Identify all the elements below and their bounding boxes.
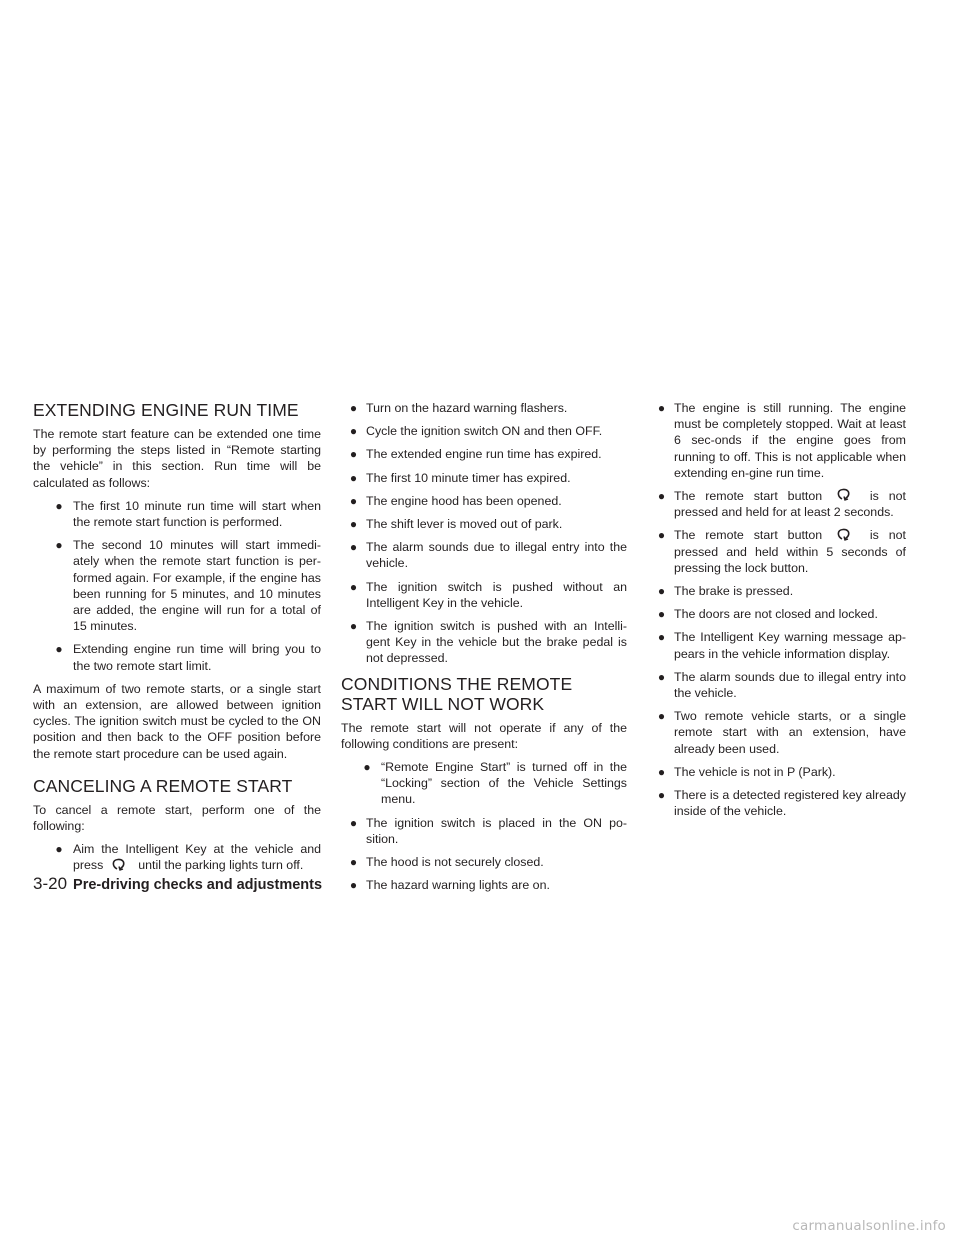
conditions-bullet-list-b bbox=[341, 815, 627, 894]
conditions-bullet-list-a bbox=[341, 759, 627, 808]
bullet-icon: ● bbox=[55, 498, 63, 513]
list-item: ● The first 10 minute timer has expired. bbox=[341, 470, 627, 486]
list-item: ● There is a detected registered key already inside of the vehicle. bbox=[649, 787, 906, 819]
bullet-icon: ● bbox=[349, 517, 358, 532]
list-item: ● The doors are not closed and locked. bbox=[649, 606, 906, 622]
bullet-icon: ● bbox=[657, 607, 666, 622]
list-item: ● The shift lever is moved out of park. bbox=[341, 516, 627, 532]
heading-canceling-remote-start: CANCELING A REMOTE START bbox=[33, 775, 293, 796]
list-item: ● “Remote Engine Start” is turned off in the “Locking” section of the Vehicle Settings menu. bbox=[341, 759, 627, 808]
column-2 bbox=[341, 400, 627, 900]
watermark: carmanualsonline.info bbox=[792, 1218, 946, 1234]
list-item: ● The ignition switch is pushed with an Intelli-gent Key in the vehicle but the brake pedal is not depressed. bbox=[341, 618, 627, 667]
bullet-icon: ● bbox=[657, 788, 666, 803]
bullet-icon: ● bbox=[349, 815, 358, 830]
bullet-icon: ● bbox=[349, 493, 358, 508]
list-item: ● The alarm sounds due to illegal entry into the vehicle. bbox=[341, 539, 627, 571]
bullet-icon: ● bbox=[657, 489, 666, 504]
list-item: ● The Intelligent Key warning message ap-pears in the vehicle information display. bbox=[649, 629, 906, 661]
bullet-icon: ● bbox=[657, 584, 666, 599]
bullet-icon: ● bbox=[657, 401, 666, 415]
extending-intro: The remote start feature can be extended one time by performing the steps listed in “Remote starting the vehicle” in this section. Run time will be calculated as follows: bbox=[33, 427, 321, 490]
list-item: ● Turn on the hazard warning flashers. bbox=[341, 400, 627, 416]
list-item: ● The ignition switch is pushed without an Intelligent Key in the vehicle. bbox=[341, 579, 627, 611]
conditions-intro: The remote start will not operate if any of the following conditions are present: bbox=[341, 720, 627, 751]
heading-conditions-remote-start: CONDITIONS THE REMOTE START WILL NOT WORK bbox=[341, 673, 573, 714]
list-item: ● The hazard warning lights are on. bbox=[341, 877, 627, 893]
bullet-icon: ● bbox=[657, 528, 666, 543]
list-item: ● The remote start button is not pressed and held for at least 2 seconds. bbox=[649, 488, 906, 520]
bullet-icon: ● bbox=[55, 842, 63, 857]
bullet-icon: ● bbox=[55, 538, 63, 553]
bullet-icon: ● bbox=[363, 760, 371, 775]
bullet-icon: ● bbox=[657, 669, 666, 684]
bullet-icon: ● bbox=[349, 619, 358, 634]
list-item: ● The ignition switch is placed in the ON po-sition. bbox=[341, 815, 627, 847]
list-item: ● The brake is pressed. bbox=[649, 583, 906, 599]
list-item: ● The alarm sounds due to illegal entry into the vehicle. bbox=[649, 669, 906, 701]
list-item: ● The engine hood has been opened. bbox=[341, 493, 627, 509]
extending-closing: A maximum of two remote starts, or a single start with an extension, are allowed between ignition cycles. The ignition switch must be cycled to the ON position and then back to the OFF position before the remote start procedure can be used again. bbox=[33, 681, 321, 761]
list-item: ● The remote start button is not pressed and held within 5 seconds of pressing the lock button. bbox=[649, 527, 906, 576]
bullet-icon: ● bbox=[657, 764, 666, 779]
bullet-icon: ● bbox=[349, 540, 358, 555]
list-item: ● Cycle the ignition switch ON and then OFF. bbox=[341, 423, 627, 439]
bullet-icon: ● bbox=[349, 855, 358, 870]
remote-start-icon bbox=[834, 488, 858, 502]
list-item: ● The vehicle is not in P (Park). bbox=[649, 764, 906, 780]
bullet-icon: ● bbox=[349, 401, 358, 415]
bullet-icon: ● bbox=[349, 470, 358, 485]
list-item: ● The hood is not securely closed. bbox=[341, 854, 627, 870]
footer-section-title: Pre-driving checks and adjustments bbox=[73, 877, 323, 893]
bullet-icon: ● bbox=[349, 579, 358, 594]
extending-bullet-list bbox=[33, 498, 321, 674]
bullet-icon: ● bbox=[657, 630, 666, 645]
list-item: ● The second 10 minutes will start immedi-ately when the remote start function is per-formed again. For example, if the engine has been running for 5 minutes, and 10 minutes are added, the engine will run for a total of 15 minutes. bbox=[33, 537, 321, 634]
bullet-icon: ● bbox=[55, 642, 63, 657]
list-item: ● Extending engine run time will bring you to the two remote start limit. bbox=[33, 641, 321, 673]
bullet-icon: ● bbox=[349, 424, 358, 439]
list-item: ● The extended engine run time has expired. bbox=[341, 446, 627, 462]
list-item: ● Two remote vehicle starts, or a single remote start with an extension, have already been used. bbox=[649, 708, 906, 757]
list-item: ● The engine is still running. The engine must be completely stopped. Wait at least 6 sec-onds if the engine goes from running to off. This is not applicable when extending en-gine run time. bbox=[649, 400, 906, 481]
conditions-bullet-list-c bbox=[649, 400, 906, 819]
canceling-bullet-list-a bbox=[33, 841, 321, 873]
heading-extending-engine-run-time: EXTENDING ENGINE RUN TIME bbox=[33, 400, 299, 420]
bullet-icon: ● bbox=[349, 878, 358, 893]
list-item: ● Aim the Intelligent Key at the vehicle and press until the parking lights turn off. bbox=[33, 841, 321, 873]
page-number: 3-20 bbox=[33, 874, 68, 893]
canceling-intro: To cancel a remote start, perform one of the following: bbox=[33, 802, 321, 834]
bullet-icon: ● bbox=[349, 447, 358, 462]
remote-start-icon bbox=[834, 528, 858, 542]
column-3 bbox=[649, 400, 906, 826]
page-footer bbox=[33, 874, 322, 894]
remote-start-icon bbox=[109, 858, 133, 872]
canceling-bullet-list-b bbox=[341, 400, 627, 667]
column-1 bbox=[33, 400, 321, 881]
bullet-icon: ● bbox=[657, 709, 666, 724]
list-item: ● The first 10 minute run time will start when the remote start function is performed. bbox=[33, 498, 321, 530]
